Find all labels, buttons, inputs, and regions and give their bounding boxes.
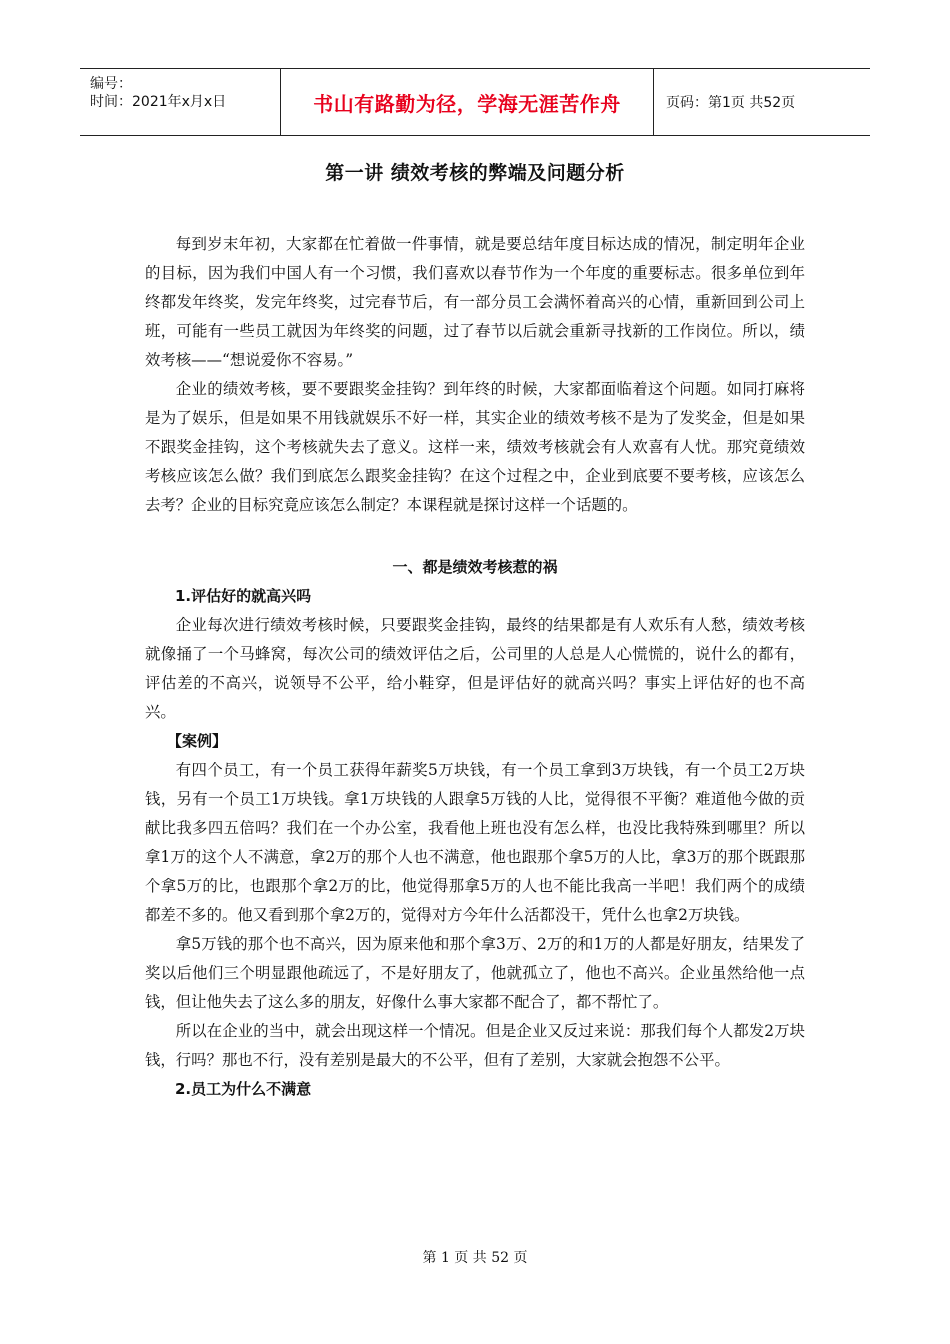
header-number-label: 编号： [90, 76, 132, 92]
case-paragraph: 拿5万钱的那个也不高兴，因为原来他和那个拿3万、2万的和1万的人都是好朋友，结果发了奖以后他们三个明显跟他疏远了，不是好朋友了，他就孤立了，他也不高兴。企业虽然给他一点钱，但让他失去了这么多的朋友，好像什么事大家都不配合了，都不帮忙了。 [145, 935, 805, 1011]
header-time-label: 时间：2021年x月x日 [90, 94, 227, 110]
intro-paragraph: 企业的绩效考核，要不要跟奖金挂钩？到年终的时候，大家都面临着这个问题。如同打麻将是为了娱乐，但是如果不用钱就娱乐不好一样，其实企业的绩效考核不是为了发奖金，但是如果不跟奖金挂钩，这个考核就失去了意义。这样一来，绩效考核就会有人欢喜有人忧。那究竟绩效考核应该怎么做？我们到底怎么跟奖金挂钩？在这个过程之中，企业到底要不要考核，应该怎么去考？企业的目标究竟应该怎么制定？本课程就是探讨这样一个话题的。 [145, 380, 805, 514]
case-paragraph: 有四个员工，有一个员工获得年薪奖5万块钱，有一个员工拿到3万块钱，有一个员工2万块钱，另有一个员工1万块钱。拿1万块钱的人跟拿5万钱的人比，觉得很不平衡？难道他今做的贡献比我多四五倍吗？我们在一个办公室，我看他上班也没有怎么样，也没比我特殊到哪里？所以拿1万的这个人不满意，拿2万的那个人也不满意，他也跟那个拿5万的人比，拿3万的那个既跟那个拿5万的比，也跟那个拿2万的比，他觉得那拿5万的人也不能比我高一半吧！我们两个的成绩都差不多的。他又看到那个拿2万的，觉得对方今年什么活都没干，凭什么也拿2万块钱。 [145, 761, 805, 924]
header-page-code: 页码：第1页 共52页 [666, 95, 796, 111]
subsection-heading: 2.员工为什么不满意 [175, 1080, 312, 1098]
header-motto: 书山有路勤为径，学海无涯苦作舟 [281, 69, 654, 135]
document-header [80, 68, 870, 136]
page-footer: 第 1 页 共 52 页 [422, 1250, 528, 1266]
body-paragraph: 企业每次进行绩效考核时候，只要跟奖金挂钩，最终的结果都是有人欢乐有人愁，绩效考核就像捅了一个马蜂窝，每次公司的绩效评估之后，公司里的人总是人心慌慌的，说什么的都有，评估差的不高兴，说领导不公平，给小鞋穿，但是评估好的就高兴吗？事实上评估好的也不高兴。 [145, 616, 805, 721]
header-meta [80, 69, 281, 135]
page-title: 第一讲 绩效考核的弊端及问题分析 [325, 162, 625, 184]
section-heading: 一、都是绩效考核惹的祸 [392, 558, 558, 576]
case-label: 【案例】 [167, 732, 228, 750]
document-body [145, 230, 805, 1104]
case-paragraph: 所以在企业的当中，就会出现这样一个情况。但是企业又反过来说：那我们每个人都发2万块钱，行吗？那也不行，没有差别是最大的不公平，但有了差别，大家就会抱怨不公平。 [145, 1022, 805, 1069]
subsection-heading: 1.评估好的就高兴吗 [175, 587, 312, 605]
intro-paragraph: 每到岁末年初，大家都在忙着做一件事情，就是要总结年度目标达成的情况，制定明年企业的目标，因为我们中国人有一个习惯，我们喜欢以春节作为一个年度的重要标志。很多单位到年终都发年终奖，发完年终奖，过完春节后，有一部分员工会满怀着高兴的心情，重新回到公司上班，可能有一些员工就因为年终奖的问题，过了春节以后就会重新寻找新的工作岗位。所以，绩效考核——“想说爱你不容易。” [145, 235, 805, 369]
